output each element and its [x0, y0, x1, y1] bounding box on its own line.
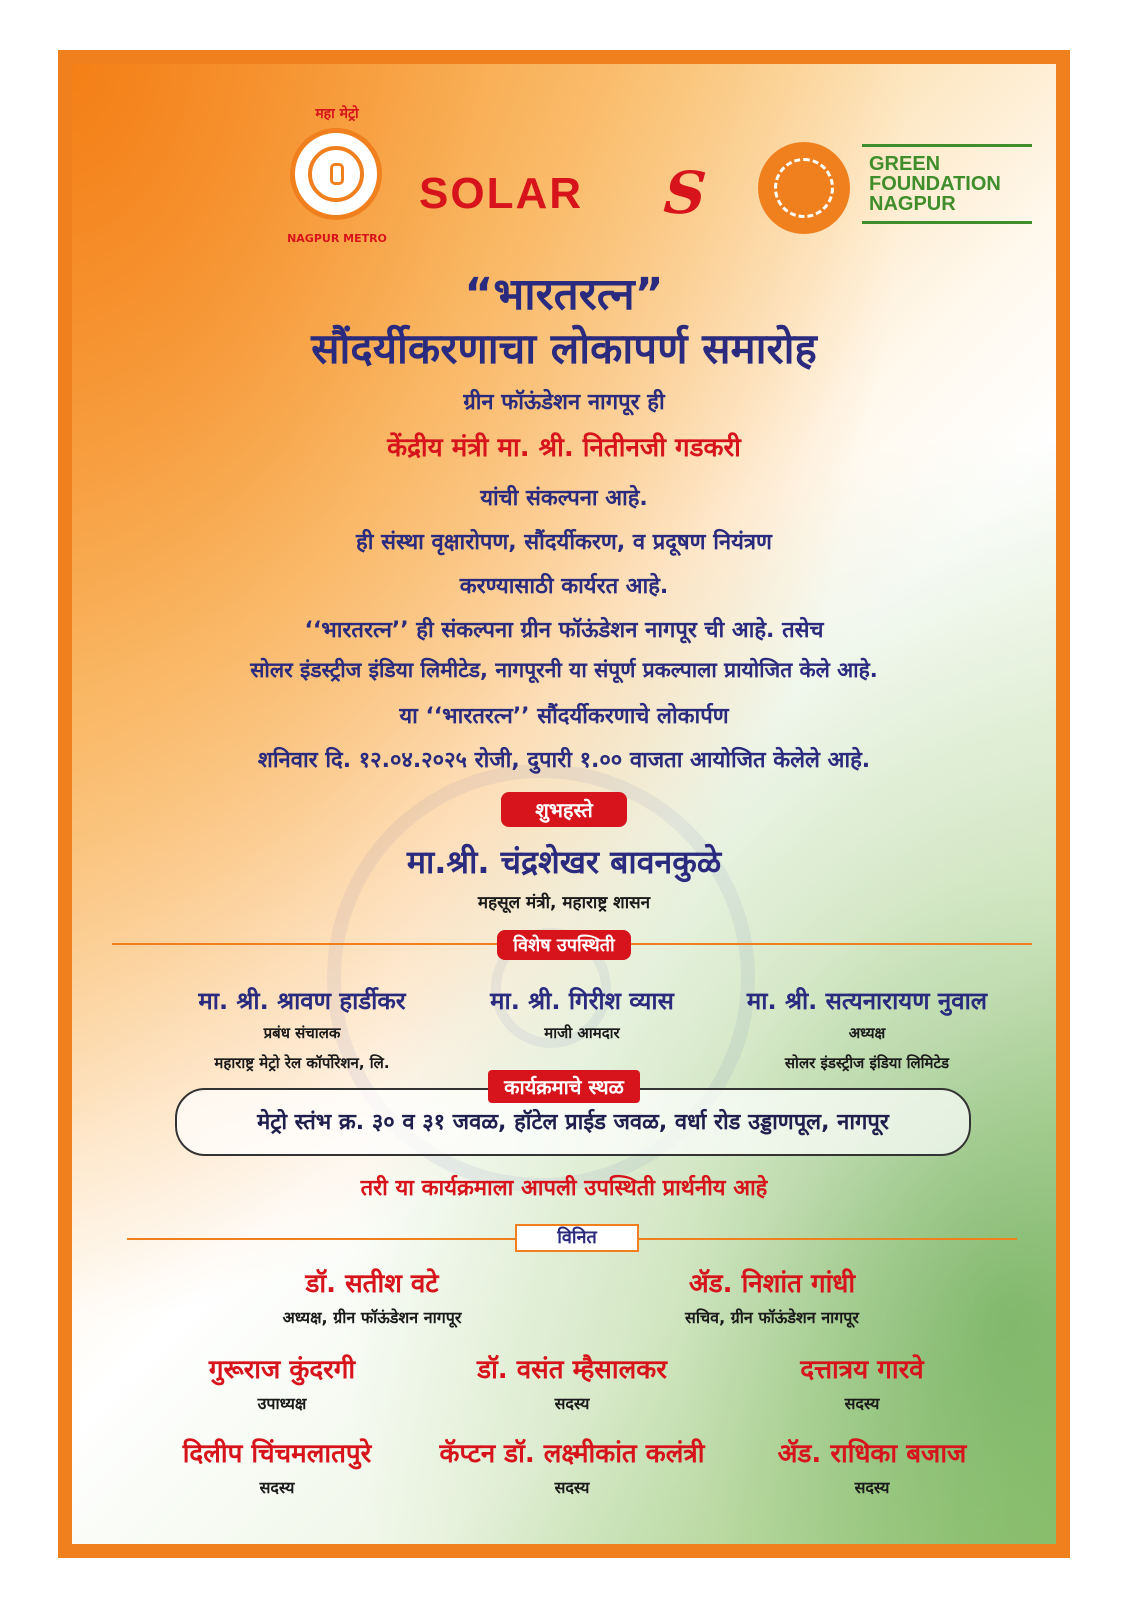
member-role: उपाध्यक्ष: [257, 1394, 307, 1413]
nagpur-metro-label: NAGPUR METRO: [287, 232, 387, 245]
member-1: [222, 1264, 522, 1328]
venue-label: कार्यक्रमाचे स्थळ: [488, 1070, 640, 1103]
vinit-label: विनित: [515, 1224, 639, 1252]
member-4: [432, 1350, 712, 1414]
venue-label-wrap: [72, 1070, 1056, 1103]
solar-logo-text: SOLAR: [419, 169, 583, 218]
invite-line: तरी या कार्यक्रमाला आपली उपस्थिती प्रार्थनीय आहे: [360, 1176, 768, 1201]
member-name: डॉ. वसंत म्हैसालकर: [477, 1355, 667, 1385]
guest-role: अध्यक्ष: [848, 1024, 886, 1042]
body-line-4: ही संस्था वृक्षारोपण, सौंदर्यीकरण, व प्रदूषण नियंत्रण: [356, 530, 772, 555]
member-role: सचिव, ग्रीन फॉऊंडेशन नागपूर: [685, 1308, 859, 1327]
body-line-9: शनिवार दि. १२.०४.२०२५ रोजी, दुपारी १.०० वाजता आयोजित केलेले आहे.: [257, 748, 871, 773]
member-role: सदस्य: [854, 1478, 890, 1497]
body-line-6: ‘‘भारतरत्न’’ ही संकल्पना ग्रीन फॉऊंडेशन नागपूर ची आहे. तसेच: [304, 618, 824, 643]
member-3: [152, 1350, 412, 1414]
body-line-5: करण्यासाठी कार्यरत आहे.: [459, 574, 669, 599]
member-role: सदस्य: [844, 1394, 880, 1413]
gf-word-2: FOUNDATION: [869, 173, 1001, 195]
member-name: ॲड. निशांत गांधी: [688, 1269, 856, 1299]
invitation-card: [58, 50, 1070, 1558]
member-role: सदस्य: [554, 1394, 590, 1413]
nagpur-metro-logo: [290, 128, 382, 220]
venue-address: मेट्रो स्तंभ क्र. ३० व ३१ जवळ, हॉटेल प्राईड जवळ, वर्धा रोड उड्डाणपूल, नागपूर: [257, 1110, 889, 1135]
member-8: [737, 1434, 1007, 1498]
body-line-7: सोलर इंडस्ट्रीज इंडिया लिमीटेड, नागपूरनी या संपूर्ण प्रकल्पाला प्रायोजित केले आहे.: [250, 658, 878, 682]
member-role: सदस्य: [259, 1478, 295, 1497]
special-guest-1: [152, 984, 452, 1073]
event-title: सौंदर्यीकरणाचा लोकापर्ण समारोह: [311, 324, 817, 373]
gf-divider-top: [862, 144, 1032, 147]
member-2: [622, 1264, 922, 1328]
tree-icon: [774, 158, 834, 218]
special-guest-2: [432, 984, 732, 1043]
chief-guest-name: मा.श्री. चंद्रशेखर बावनकुळे: [406, 843, 722, 881]
guest-role: प्रबंध संचालक: [263, 1024, 341, 1042]
title-bharatratna: “भारतरत्न”: [464, 269, 664, 320]
member-name: गुरूराज कुंदरगी: [208, 1355, 356, 1385]
chief-guest-label-wrap: [72, 792, 1056, 827]
guest-name: मा. श्री. सत्यनारायण नुवाल: [746, 987, 988, 1015]
gf-word-3: NAGPUR: [869, 193, 956, 215]
green-foundation-logo: [758, 142, 850, 234]
gf-word-1: GREEN: [869, 153, 941, 175]
body-line-8: या ‘‘भारतरत्न’’ सौंदर्यीकरणाचे लोकार्पण: [399, 704, 729, 729]
chief-guest-label: शुभहस्ते: [501, 792, 626, 827]
train-icon: [330, 163, 344, 185]
member-name: दिलीप चिंचमलातपुरे: [182, 1439, 372, 1469]
member-name: ॲड. राधिका बजाज: [777, 1439, 967, 1469]
solar-s-icon: S: [654, 159, 716, 227]
guest-role: माजी आमदार: [544, 1024, 620, 1042]
member-6: [142, 1434, 412, 1498]
member-7: [412, 1434, 732, 1498]
member-name: डॉ. सतीश वटे: [305, 1269, 439, 1299]
gf-divider-bottom: [862, 221, 1032, 224]
member-5: [732, 1350, 992, 1414]
guest-name: मा. श्री. गिरीश व्यास: [490, 987, 674, 1015]
guest-name: मा. श्री. श्रावण हार्डीकर: [198, 987, 406, 1015]
metro-ring-icon: [308, 146, 364, 202]
member-role: सदस्य: [554, 1478, 590, 1497]
member-role: अध्यक्ष, ग्रीन फॉऊंडेशन नागपूर: [282, 1308, 462, 1327]
body-line-1: ग्रीन फॉऊंडेशन नागपूर ही: [463, 390, 665, 415]
guest-org: महाराष्ट्र मेट्रो रेल कॉर्पोरेशन, लि.: [214, 1054, 390, 1072]
green-foundation-text: [869, 154, 1001, 214]
member-name: कॅप्टन डॉ. लक्ष्मीकांत कलंत्री: [439, 1439, 705, 1469]
special-label: विशेष उपस्थिती: [497, 930, 630, 960]
guest-org: सोलर इंडस्ट्रीज इंडिया लिमिटेड: [784, 1054, 950, 1072]
body-line-3: यांची संकल्पना आहे.: [480, 486, 648, 511]
body-highlight: केंद्रीय मंत्री मा. श्री. नितीनजी गडकरी: [387, 433, 741, 463]
special-guest-3: [717, 984, 1017, 1073]
member-name: दत्तात्रय गारवे: [800, 1355, 924, 1385]
maha-metro-label: महा मेट्रो: [315, 106, 359, 122]
chief-guest-role: महसूल मंत्री, महाराष्ट्र शासन: [477, 893, 651, 913]
special-label-wrap: [72, 930, 1056, 960]
